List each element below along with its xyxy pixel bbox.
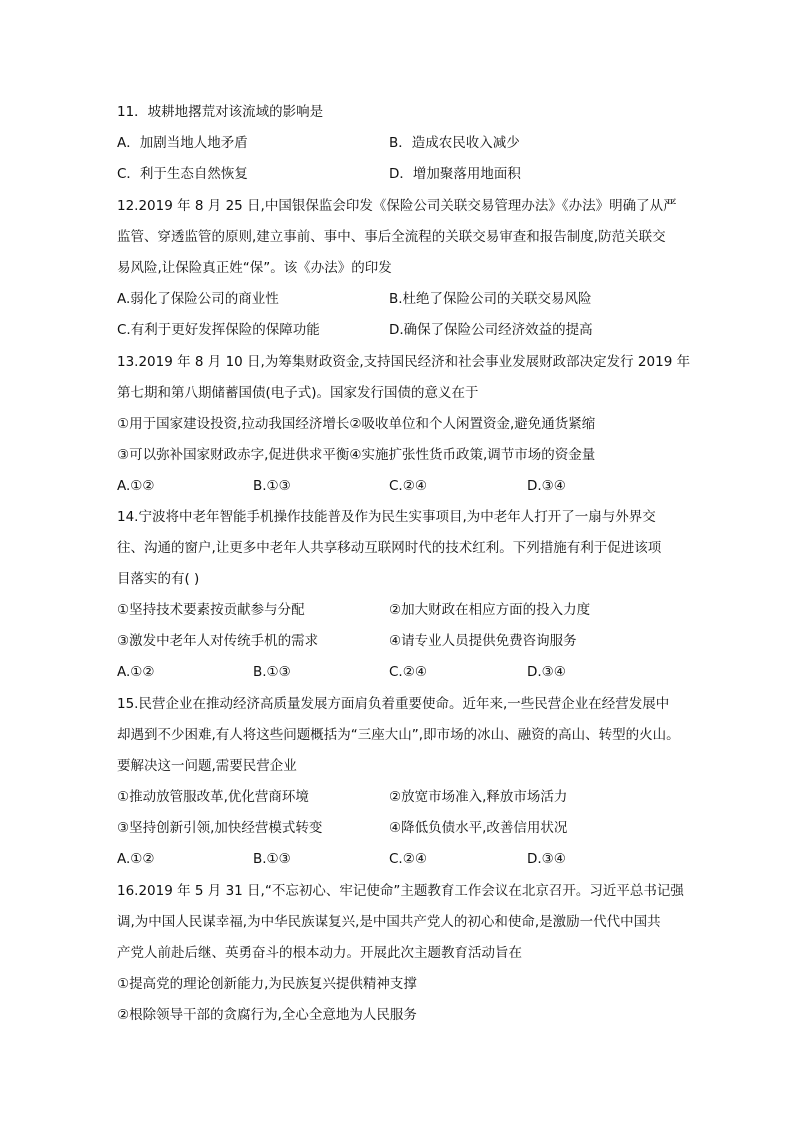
option-c[interactable]: C.②④ [389,478,427,494]
question-stem: 11．坡耕地撂荒对该流域的影响是 [117,104,324,120]
option-row [117,657,687,688]
statement-line: ③可以弥补国家财政赤字,促进供求平衡④实施扩张性货币政策,调节市场的资金量 [117,447,596,463]
question-stem-line: 监管、穿透监管的原则,建立事前、事中、事后全流程的关联交易审查和报告制度,防范关联交 [117,229,666,245]
question-11 [117,97,687,190]
option-b[interactable]: B.①③ [253,664,291,680]
option-d[interactable]: D.③④ [527,664,566,680]
question-stem-line: 第七期和第八期储蓄国债(电子式)。国家发行国债的意义在于 [117,385,479,401]
option-d[interactable]: D.确保了保险公司经济效益的提高 [389,322,593,338]
question-stem-line: 14.宁波将中老年智能手机操作技能普及作为民生实事项目,为中老年人打开了一扇与外界交 [117,509,656,525]
question-stem-line: 往、沟通的窗户,让更多中老年人共享移动互联网时代的技术红利。下列措施有利于促进该项 [117,540,662,556]
option-a[interactable]: A．加剧当地人地矛盾 [117,135,248,151]
statement-line: ①提高党的理论创新能力,为民族复兴提供精神支撑 [117,976,417,992]
statement-row [117,813,687,844]
option-row [117,284,687,315]
question-13 [117,347,691,502]
statement-row [117,595,687,626]
question-stem-line: 15.民营企业在推动经济高质量发展方面肩负着重要使命。近年来,一些民营企业在经营发展中 [117,696,670,712]
question-stem-line: 目落实的有( ) [117,571,200,587]
statement-4: ④请专业人员提供免费咨询服务 [389,633,577,649]
statement-3: ③坚持创新引领,加快经营模式转变 [117,820,323,836]
option-a[interactable]: A.弱化了保险公司的商业性 [117,291,279,307]
statement-2: ②加大财政在相应方面的投入力度 [389,602,591,618]
option-d[interactable]: D.③④ [527,478,566,494]
statement-1: ①推动放管服改革,优化营商环境 [117,789,309,805]
question-12 [117,191,687,346]
option-row [117,128,687,159]
question-16 [117,876,687,1031]
statement-line: ①用于国家建设投资,拉动我国经济增长②吸收单位和个人闲置资金,避免通货紧缩 [117,416,596,432]
option-b[interactable]: B.杜绝了保险公司的关联交易风险 [389,291,592,307]
question-stem-line: 12.2019 年 8 月 25 日,中国银保监会印发《保险公司关联交易管理办法》《办法》明确了从严 [117,198,677,214]
statement-row [117,626,687,657]
option-c[interactable]: C.②④ [389,664,427,680]
statement-2: ②放宽市场准入,释放市场活力 [389,789,568,805]
option-c[interactable]: C．利于生态自然恢复 [117,166,248,182]
option-d[interactable]: D．增加聚落用地面积 [389,166,521,182]
question-stem-line: 调,为中国人民谋幸福,为中华民族谋复兴,是中国共产党人的初心和使命,是激励一代代中国共 [117,914,661,930]
option-b[interactable]: B．造成农民收入减少 [389,135,520,151]
option-a[interactable]: A.①② [117,478,155,494]
statement-3: ③激发中老年人对传统手机的需求 [117,633,319,649]
option-c[interactable]: C.②④ [389,851,427,867]
option-row [117,159,687,190]
question-stem-line: 16.2019 年 5 月 31 日,“不忘初心、牢记使命”主题教育工作会议在北京召开。习近平总书记强 [117,883,684,899]
option-row [117,844,687,875]
option-c[interactable]: C.有利于更好发挥保险的保障功能 [117,322,320,338]
statement-line: ②根除领导干部的贪腐行为,全心全意地为人民服务 [117,1007,417,1023]
question-14 [117,502,687,688]
statement-1: ①坚持技术要素按贡献参与分配 [117,602,305,618]
question-stem-line: 要解决这一问题,需要民营企业 [117,758,297,774]
option-row [117,315,687,346]
option-row [117,471,687,502]
statement-4: ④降低负债水平,改善信用状况 [389,820,568,836]
option-a[interactable]: A.①② [117,851,155,867]
option-b[interactable]: B.①③ [253,478,291,494]
question-15 [117,689,687,875]
question-stem-line: 13.2019 年 8 月 10 日,为筹集财政资金,支持国民经济和社会事业发展财政部决定发行 2019 年 [117,354,691,370]
question-stem-line: 产党人前赴后继、英勇奋斗的根本动力。开展此次主题教育活动旨在 [117,945,522,961]
option-d[interactable]: D.③④ [527,851,566,867]
option-b[interactable]: B.①③ [253,851,291,867]
option-a[interactable]: A.①② [117,664,155,680]
question-stem-line: 却遇到不少困难,有人将这些问题概括为“三座大山”,即市场的冰山、融资的高山、转型的火山。 [117,727,680,743]
question-stem-line: 易风险,让保险真正姓“保”。该《办法》的印发 [117,260,392,276]
statement-row [117,782,687,813]
